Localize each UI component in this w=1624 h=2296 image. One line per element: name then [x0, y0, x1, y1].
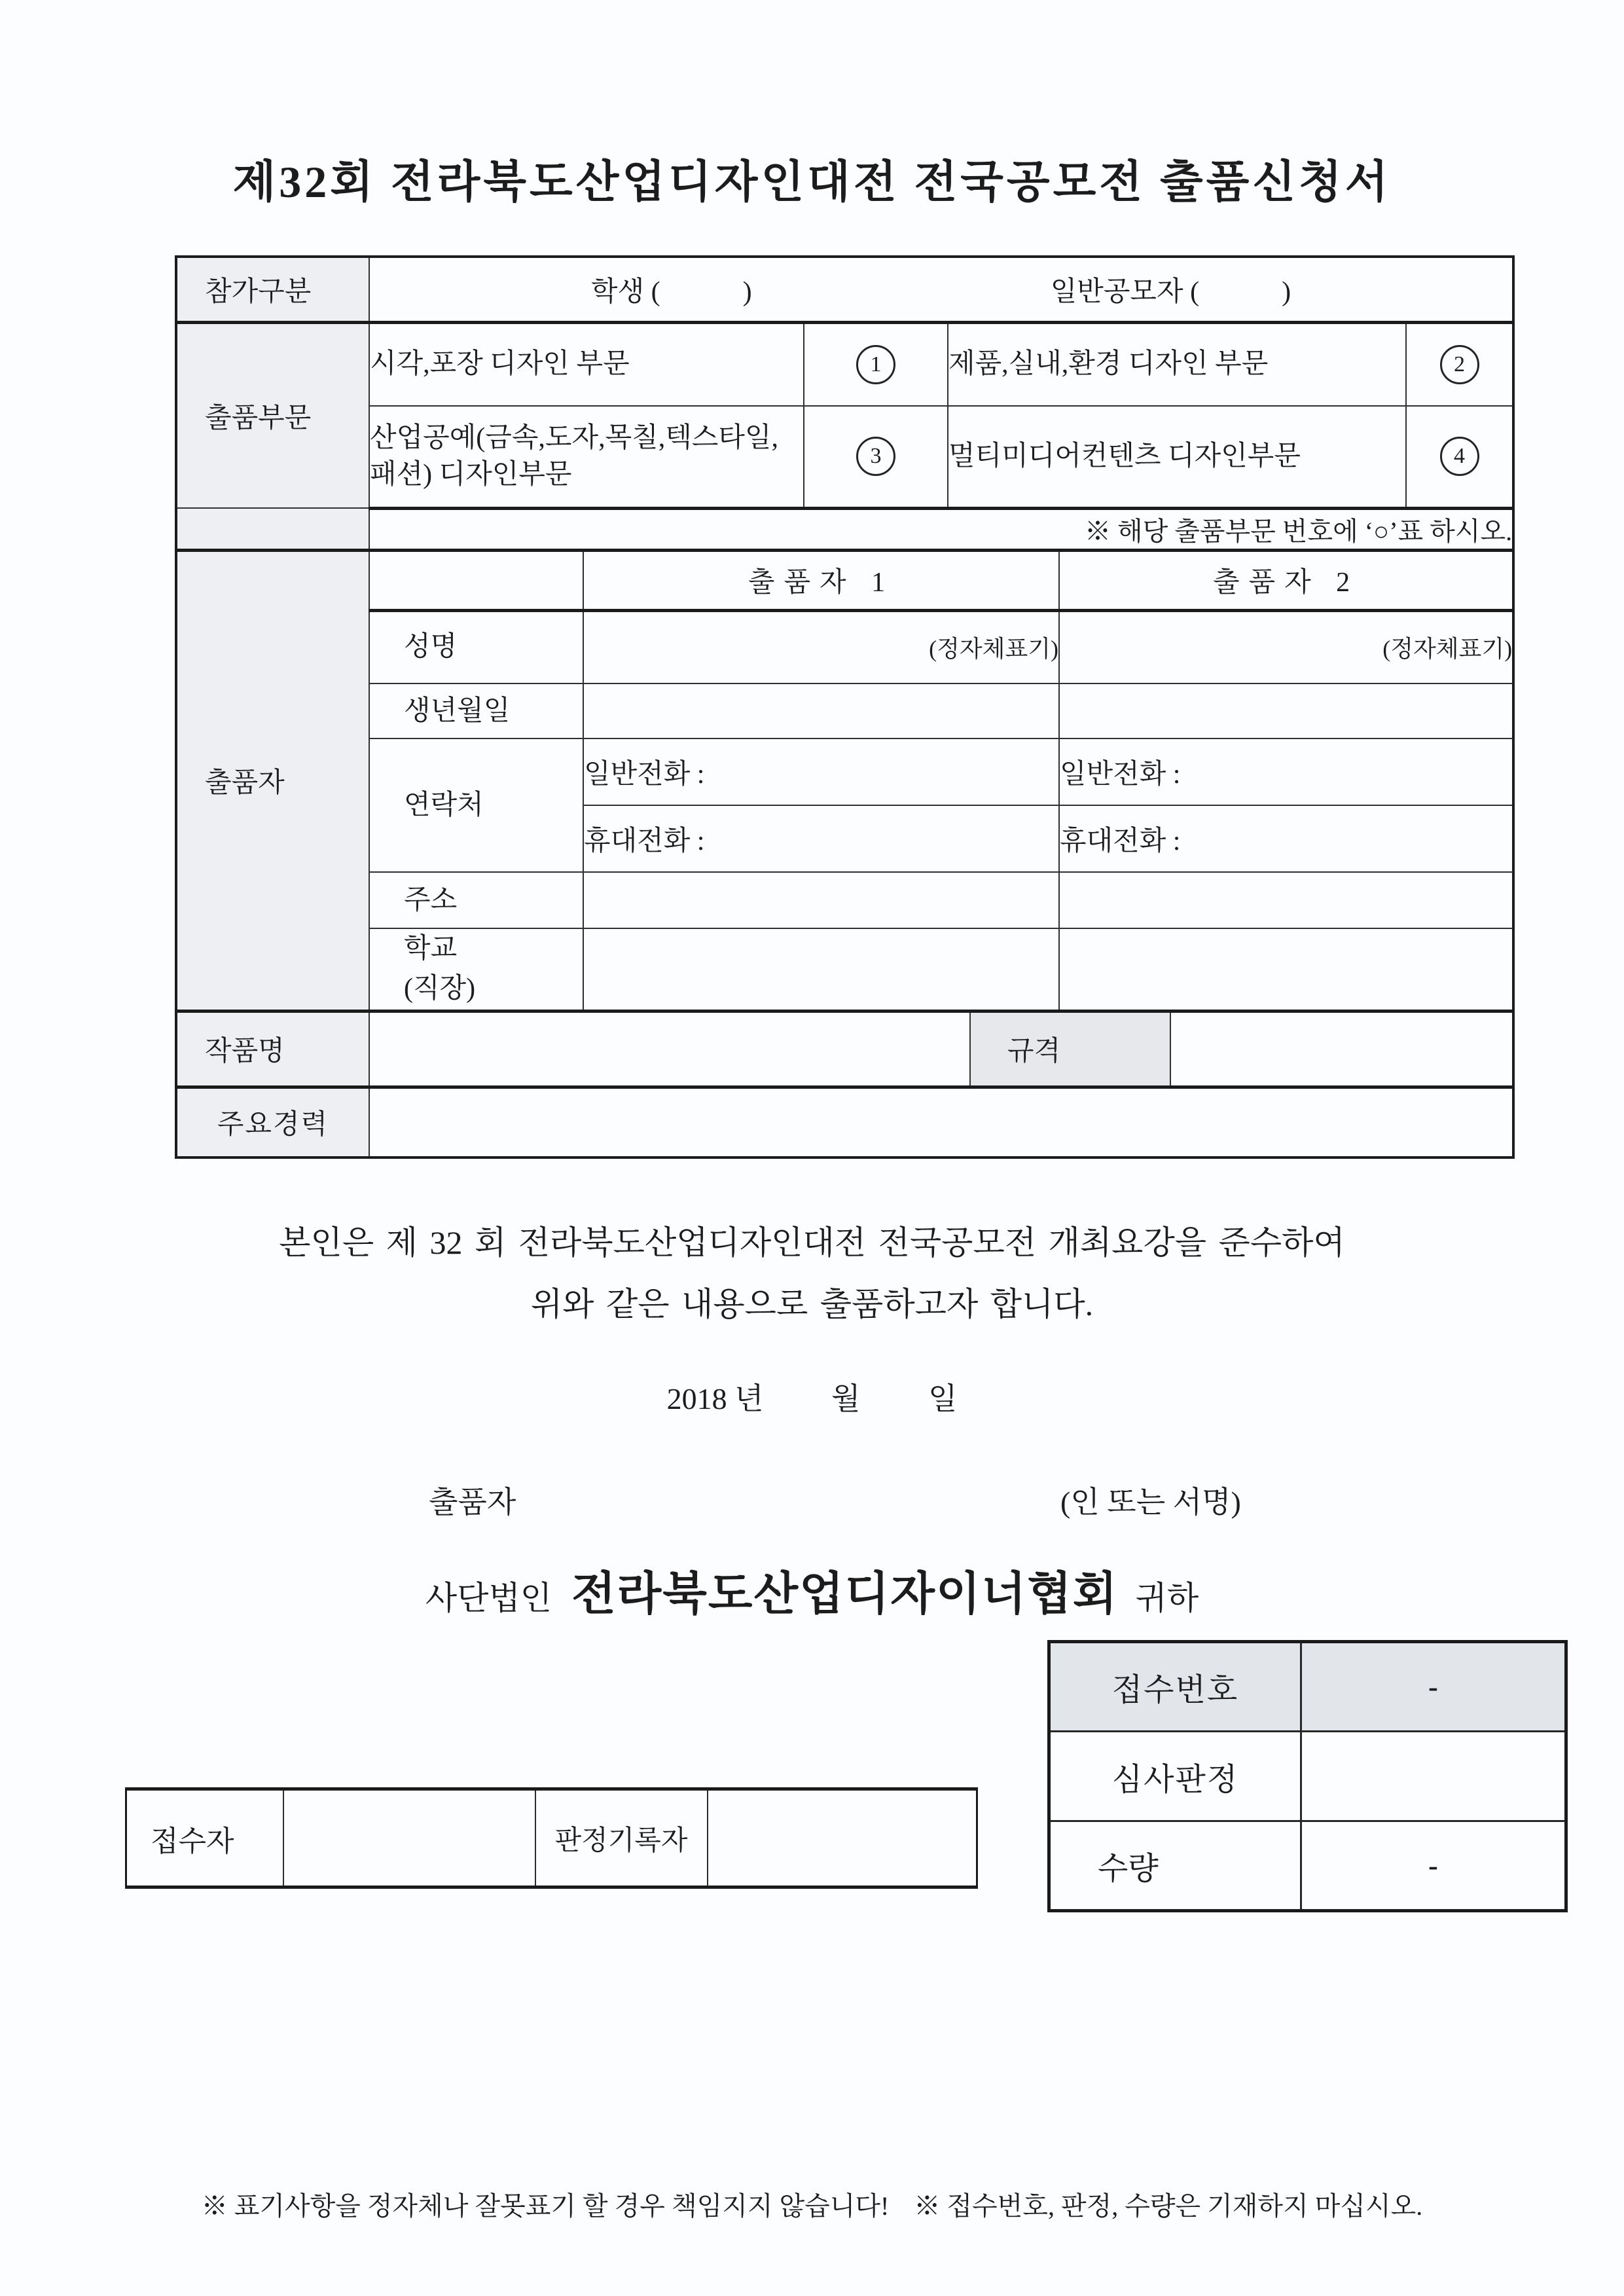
signature-line	[0, 1478, 1624, 1524]
address-value-cell-entrant1	[583, 872, 1059, 928]
application-form-table	[175, 255, 1515, 1159]
receipt-number-value: -	[1301, 1642, 1566, 1732]
circled-number-4: 4	[1440, 437, 1479, 476]
category-number-cell-3	[804, 406, 948, 508]
entrant-section-label-cell	[176, 550, 369, 1011]
entrant-subheader-empty-cell	[369, 550, 583, 610]
circled-number-2: 2	[1440, 345, 1479, 384]
name-print-hint: (정자체표기)	[929, 636, 1058, 663]
work-title-label-cell	[176, 1011, 369, 1087]
category-number-cell-1	[804, 322, 948, 406]
work-size-label: 규격	[1007, 1036, 1061, 1066]
school-label-line1: 학교	[404, 934, 458, 964]
work-title-value-cell	[369, 1011, 970, 1087]
name-label: 성명	[404, 632, 458, 663]
contact-label-cell	[369, 738, 583, 872]
category-item-product-interior: 제품,실내,환경 디자인 부문	[948, 322, 1406, 406]
career-label: 주요경력	[176, 1087, 369, 1157]
judging-decision-value	[1301, 1732, 1566, 1821]
category-item-multimedia: 멀티미디어컨텐츠 디자인부문	[948, 406, 1406, 508]
name-value-cell-entrant1	[583, 610, 1059, 683]
work-size-label-cell	[970, 1011, 1170, 1087]
category-item-industrial-craft: 산업공예(금속,도자,목칠,텍스타일, 패션) 디자인부문	[369, 406, 804, 508]
quantity-label: 수량	[1098, 1851, 1159, 1886]
entrant-2-column-header: 출품자 2	[1059, 550, 1513, 610]
addressee-line	[0, 1557, 1624, 1623]
phone-field-entrant2: 일반전화 :	[1059, 738, 1513, 805]
entrant-1-column-header: 출품자 1	[583, 550, 1059, 610]
participation-options-cell	[369, 257, 1513, 322]
date-line: 2018 년 월 일	[666, 1382, 958, 1415]
receiver-value-cell	[283, 1789, 535, 1887]
birthdate-label: 생년월일	[404, 695, 511, 726]
office-use-table	[1047, 1640, 1568, 1912]
category-number-cell-2	[1406, 322, 1513, 406]
birthdate-label-cell	[369, 683, 583, 738]
participation-option-student: 학생 ( )	[591, 276, 752, 307]
addressee-suffix: 귀하	[1135, 1580, 1199, 1616]
footer-notes	[0, 2185, 1624, 2223]
category-label: 출품부문	[205, 403, 312, 433]
footer-note-1: ※ 표기사항을 정자체나 잘못표기 할 경우 책임지지 않습니다!	[201, 2191, 890, 2221]
receiver-label: 접수자	[151, 1825, 234, 1857]
category-number-cell-4	[1406, 406, 1513, 508]
addressee-organization: 전라북도산업디자이너협회	[571, 1569, 1119, 1620]
address-label-cell	[369, 872, 583, 928]
participation-label-cell	[176, 257, 369, 322]
receiver-label-cell	[126, 1789, 283, 1887]
signature-seal-hint: (인 또는 서명)	[1060, 1485, 1241, 1519]
address-value-cell-entrant2	[1059, 872, 1513, 928]
quantity-value: -	[1301, 1821, 1566, 1911]
circled-number-3: 3	[856, 437, 895, 476]
category-note: ※ 해당 출품부문 번호에 ‘○’표 하시오.	[369, 508, 1513, 550]
mobile-field-entrant1: 휴대전화 :	[583, 805, 1059, 872]
form-title: 제32회 전라북도산업디자인대전 전국공모전 출품신청서	[232, 157, 1392, 207]
entrant-section-label: 출품자	[205, 768, 285, 798]
circled-number-1: 1	[856, 345, 895, 384]
career-value-cell	[369, 1087, 1513, 1157]
signature-entrant-label: 출품자	[429, 1485, 516, 1519]
name-value-cell-entrant2	[1059, 610, 1513, 683]
school-label-line2: (직장)	[404, 974, 476, 1004]
footer-note-2: ※ 접수번호, 판정, 수량은 기재하지 마십시오.	[914, 2191, 1423, 2221]
address-label: 주소	[404, 884, 458, 915]
category-label-cell	[176, 322, 369, 508]
declaration-line1: 본인은 제 32 회 전라북도산업디자인대전 전국공모전 개최요강을 준수하여	[279, 1224, 1345, 1261]
work-size-value-cell	[1170, 1011, 1513, 1087]
phone-field-entrant1: 일반전화 :	[583, 738, 1059, 805]
participation-option-general: 일반공모자 ( )	[1050, 276, 1291, 307]
name-print-hint: (정자체표기)	[1382, 636, 1513, 663]
work-title-label: 작품명	[205, 1036, 285, 1066]
contact-label: 연락처	[404, 790, 484, 820]
quantity-label-cell	[1049, 1821, 1301, 1911]
school-label-cell	[369, 928, 583, 1011]
addressee-prefix: 사단법인	[425, 1580, 552, 1616]
mobile-field-entrant2: 휴대전화 :	[1059, 805, 1513, 872]
decision-recorder-label: 판정기록자	[535, 1789, 708, 1887]
birthdate-value-cell-entrant1	[583, 683, 1059, 738]
school-value-cell-entrant2	[1059, 928, 1513, 1011]
receipt-number-label: 접수번호	[1049, 1642, 1301, 1732]
category-item-visual-packaging: 시각,포장 디자인 부문	[369, 322, 804, 406]
category-note-left-empty-cell	[176, 508, 369, 550]
name-label-cell	[369, 610, 583, 683]
receipt-processing-table	[125, 1787, 978, 1889]
participation-label: 참가구분	[205, 276, 312, 307]
declaration-line2: 위와 같은 내용으로 출품하고자 합니다.	[530, 1286, 1094, 1322]
judging-decision-label: 심사판정	[1049, 1732, 1301, 1821]
decision-recorder-value-cell	[708, 1789, 977, 1887]
declaration-text	[0, 1212, 1624, 1335]
birthdate-value-cell-entrant2	[1059, 683, 1513, 738]
school-value-cell-entrant1	[583, 928, 1059, 1011]
